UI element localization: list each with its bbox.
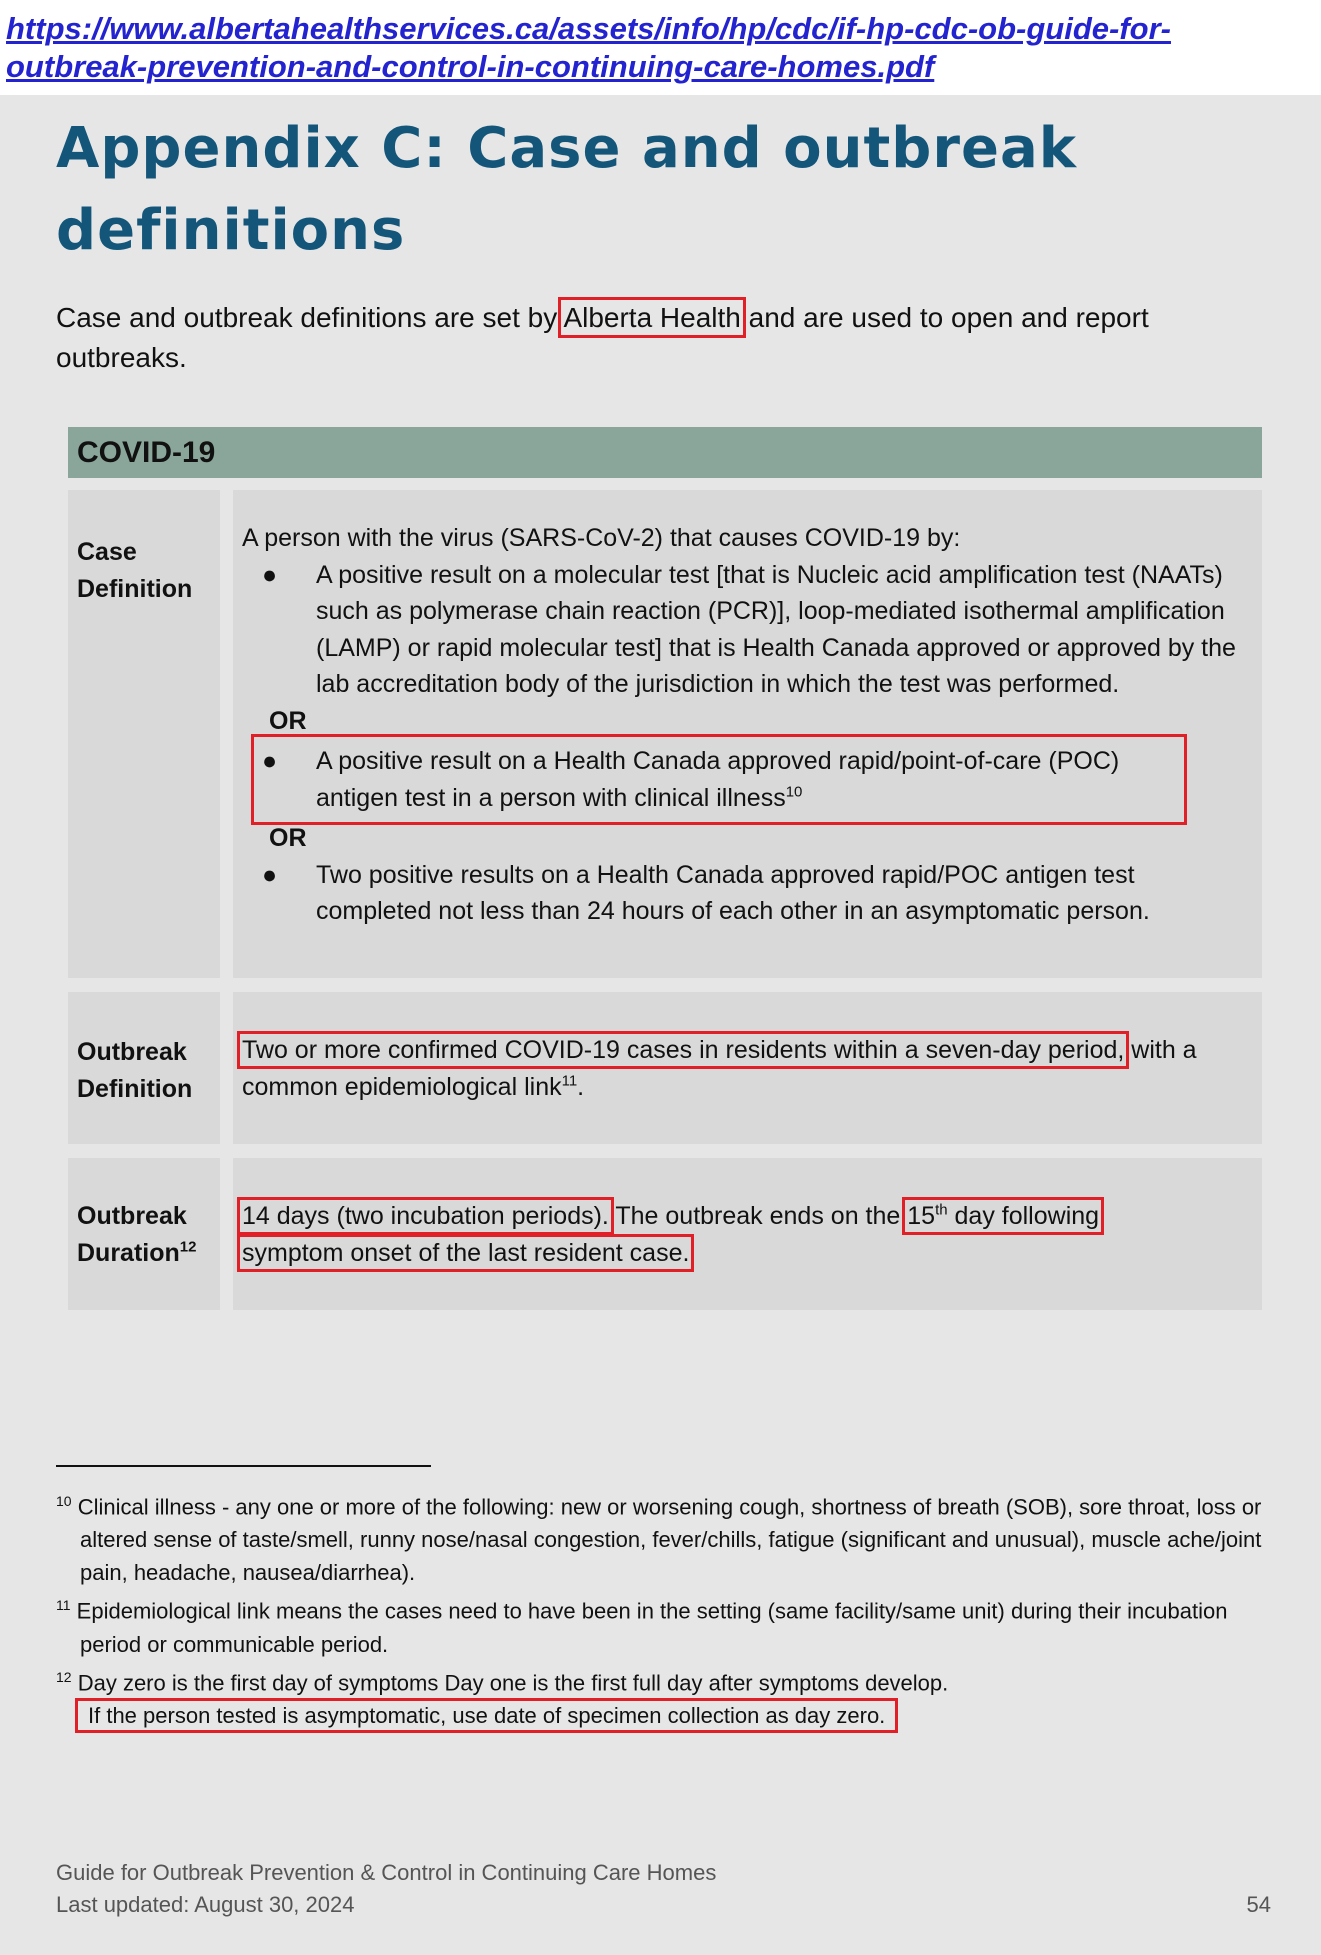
case-label-line2: Definition — [77, 575, 193, 603]
outbreak-dur-label-line2: Duration — [77, 1239, 180, 1267]
duration-highlight-symptom-onset: symptom onset of the last resident case. — [242, 1238, 690, 1267]
case-lead: A person with the virus (SARS-CoV-2) that causes COVID-19 by: — [242, 524, 961, 552]
footnote-divider — [56, 1465, 431, 1467]
bullet-icon: ● — [262, 560, 278, 589]
footnote-10-text: Clinical illness - any one or more of the following: new or worsening cough, shortness of breath (SOB), sore throat, loss or altered sense of taste/smell, runny nose/nasal congestion, fever/chills, fatigue (significant and unusual), muscle ache/joint pain, headache, nausea/diarrhea). — [77, 1494, 1262, 1586]
bullet-icon: ● — [262, 747, 278, 775]
outbreak-definition-label — [77, 1034, 192, 1108]
case-bullet-antigen-label: A positive result on a Health Canada approved rapid/point-of-care (POC) antigen test in a person with clinical illness — [316, 747, 1120, 812]
footnote-ref-10: 10 — [785, 783, 803, 801]
outbreak-def-label-line1: Outbreak — [77, 1038, 187, 1066]
footnote-12-highlight: If the person tested is asymptomatic, use date of specimen collection as day zero. — [80, 1703, 893, 1728]
footnote-12-text: Day zero is the first day of symptoms Day one is the first full day after symptoms develop. — [77, 1669, 949, 1695]
footer-last-updated: Last updated: August 30, 2024 — [56, 1892, 355, 1917]
footnotes — [56, 1485, 1286, 1732]
footnote-12-continuation — [56, 1699, 1286, 1732]
outbreak-duration-label — [77, 1198, 196, 1272]
case-bullet-two-antigen-text: Two positive results on a Health Canada approved rapid/POC antigen test completed not less than 24 hours of each other in an asymptomatic person. — [316, 860, 1150, 925]
case-definition-label-cell — [68, 490, 220, 978]
outbreak-def-label-line2: Definition — [77, 1075, 193, 1103]
outbreak-definition-text — [242, 1032, 1242, 1105]
footnote-11 — [56, 1589, 1286, 1660]
case-bullet-molecular-text: A positive result on a molecular test [that is Nucleic acid amplification test (NAATs) such as polymerase chain reaction (PCR)], loop-mediated isothermal amplification (LAMP) or rapid molecular test] that is Health Canada approved or approved by the lab accreditation body of the jurisdiction in which the test was performed. — [316, 560, 1236, 698]
footnote-10 — [56, 1485, 1286, 1589]
case-bullet-two-antigen — [242, 857, 1242, 930]
footnote-11-text: Epidemiological link means the cases need to have been in the setting (same facility/same unit) during their incubation period or communicable period. — [76, 1598, 1228, 1657]
url-header — [0, 0, 1321, 95]
outbreak-definition-body-cell — [233, 992, 1262, 1144]
table-header-covid — [68, 427, 1262, 478]
source-url-line1[interactable]: https://www.albertahealthservices.ca/assets/info/hp/cdc/if-hp-cdc-ob-guide-for- — [6, 11, 1171, 46]
outbreak-definition-end: . — [577, 1072, 585, 1101]
footnote-ref-12: 12 — [179, 1238, 197, 1256]
intro-paragraph — [56, 298, 1266, 378]
page-title-line1: Appendix C: Case and outbreak — [56, 116, 1078, 181]
intro-before: Case and outbreak definitions are set by — [56, 302, 564, 333]
footnote-12-number: 12 — [56, 1668, 72, 1685]
footnote-ref-11: 11 — [561, 1072, 578, 1090]
duration-15: 15 — [907, 1202, 936, 1230]
case-bullet-antigen-text — [316, 743, 1182, 816]
outbreak-definition-label-cell — [68, 992, 220, 1144]
case-definition-text — [242, 520, 1242, 930]
duration-day-following: day following — [947, 1202, 1100, 1230]
case-bullet-molecular — [242, 557, 1242, 703]
table-header-label: COVID-19 — [77, 436, 216, 469]
footnote-12 — [56, 1661, 1286, 1699]
duration-highlight-15th-day — [907, 1202, 1099, 1230]
page-title — [56, 108, 1256, 272]
case-definition-body-cell — [233, 490, 1262, 978]
intro-highlight-alberta-health: Alberta Health — [563, 302, 741, 333]
intro-after: and are used to open and report outbreaks. — [56, 302, 1149, 373]
duration-th: th — [935, 1201, 948, 1219]
case-label-line1: Case — [77, 538, 137, 566]
outbreak-duration-label-cell — [68, 1158, 220, 1310]
outbreak-dur-label-line1: Outbreak — [77, 1202, 187, 1230]
duration-middle: The outbreak ends on the — [608, 1202, 908, 1230]
source-url-line2[interactable]: outbreak-prevention-and-control-in-continuing-care-homes.pdf — [6, 49, 935, 84]
footnote-11-number: 11 — [56, 1597, 71, 1614]
bullet-icon: ● — [262, 860, 278, 889]
outbreak-definition-after: with a common epidemiological link — [242, 1036, 1197, 1101]
case-or-1: OR — [269, 706, 307, 735]
case-bullet-antigen-highlight — [256, 739, 1182, 820]
duration-highlight-14-days: 14 days (two incubation periods). — [242, 1202, 609, 1230]
page-number: 54 — [1246, 1892, 1271, 1917]
footer-document-title: Guide for Outbreak Prevention & Control in Continuing Care Homes — [56, 1860, 717, 1885]
footnote-10-number: 10 — [56, 1493, 72, 1509]
outbreak-definition-highlight: Two or more confirmed COVID-19 cases in residents within a seven-day period, — [242, 1036, 1125, 1064]
case-or-2: OR — [269, 824, 307, 852]
outbreak-duration-text — [242, 1198, 1242, 1271]
outbreak-duration-body-cell — [233, 1158, 1262, 1310]
page-title-line2: definitions — [56, 198, 406, 263]
case-definition-label — [77, 534, 192, 608]
source-url-link[interactable] — [6, 10, 1306, 86]
